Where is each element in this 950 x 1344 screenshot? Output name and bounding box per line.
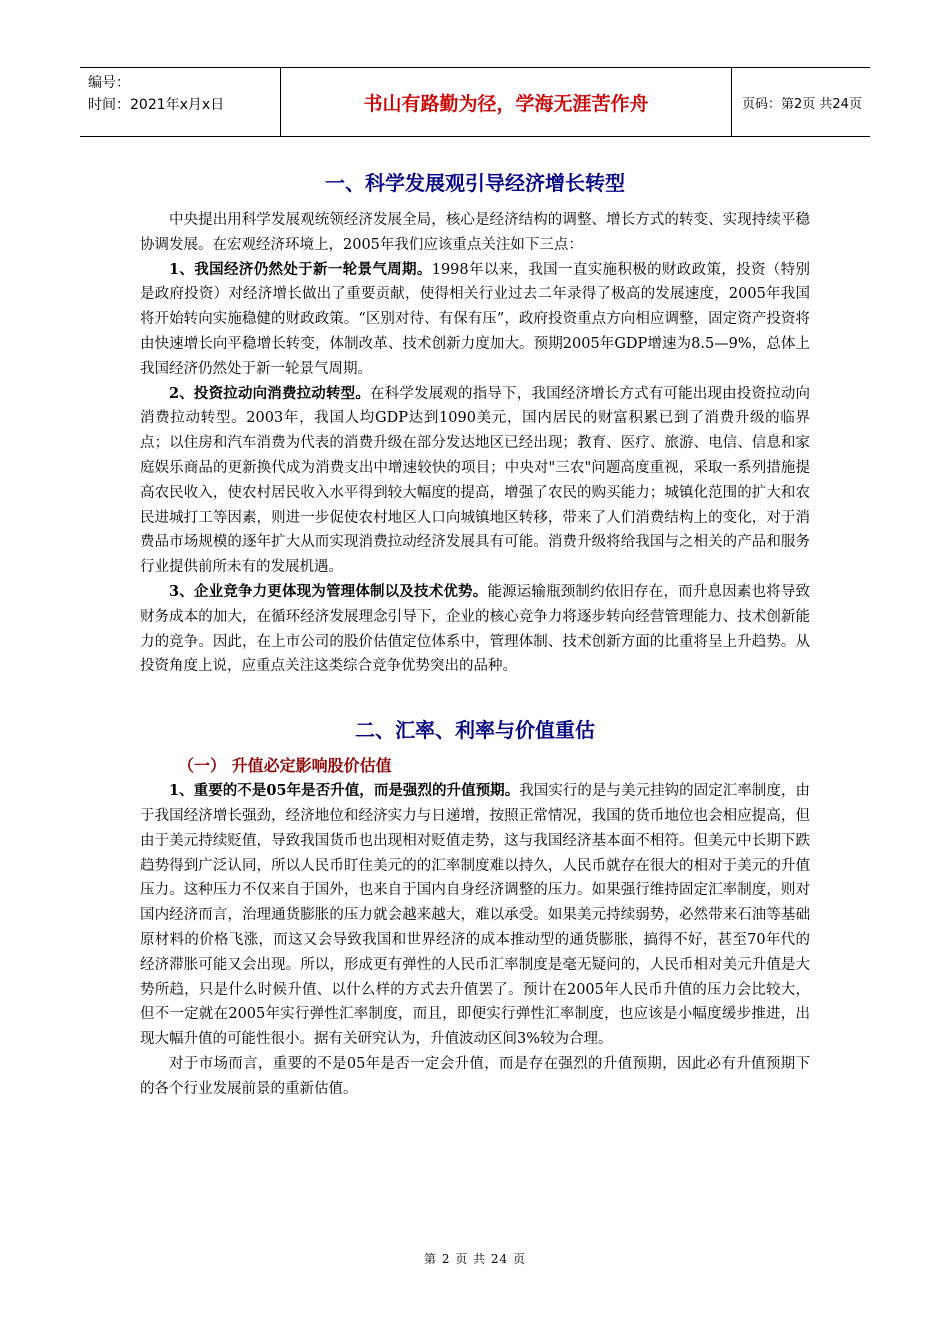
page-header — [80, 67, 870, 137]
doc-number: 编号： — [88, 75, 130, 91]
point-3-text: 能源运输瓶颈制约依旧存在，而升息因素也将导致财务成本的加大，在循环经济发展理念引导下，企业的核心竞争力将逐步转向经营管理能力、技术创新能力的竞争。因此，在上市公司的股价估值定位体系中，管理体制、技术创新方面的比重将呈上升趋势。从投资角度上说，应重点关注这类综合竞争优势突出的品种。 — [140, 583, 811, 675]
section-2-title: 二、汇率、利率与价值重估 — [355, 718, 595, 743]
section-1-point-1 — [140, 258, 810, 382]
point-1-text: 1998年以来，我国一直实施积极的财政政策，投资（特别是政府投资）对经济增长做出了重要贡献，使得相关行业过去二年录得了极高的发展速度，2005年我国将开始转向实施稳健的财政政策。“区别对待、有保有压”，政府投资重点方向相应调整，固定资产投资将由快速增长向平稳增长转变，体制改革、技术创新力度加大。预期2005年GDP增速为8.5—9%，总体上我国经济仍然处于新一轮景气周期。 — [140, 261, 810, 377]
point-2-lead: 2、投资拉动向消费拉动转型。 — [169, 384, 370, 402]
section-1-point-2 — [140, 382, 810, 580]
point-1-lead: 1、我国经济仍然处于新一轮景气周期。 — [169, 260, 432, 278]
header-page-info: 页码：第2页 共24页 — [742, 96, 862, 112]
section-1-intro: 中央提出用科学发展观统领经济发展全局，核心是经济结构的调整、增长方式的转变、实现持续平稳协调发展。在宏观经济环境上，2005年我们应该重点关注如下三点： — [140, 212, 810, 253]
section-1-title: 一、科学发展观引导经济增长转型 — [325, 171, 625, 195]
header-motto: 书山有路勤为径，学海无涯苦作舟 — [363, 92, 649, 115]
page-footer: 第 2 页 共 24 页 — [424, 1252, 526, 1266]
doc-date: 时间：2021年x月x日 — [88, 97, 225, 113]
point-3-lead: 3、企业竞争力更体现为管理体制以及技术优势。 — [169, 582, 488, 600]
section-2-point-1 — [140, 779, 810, 1052]
section-1-point-3 — [140, 580, 810, 679]
section-2-point-1-lead: 1、重要的不是05年是否升值，而是强烈的升值预期。 — [169, 782, 520, 800]
section-2-point-1-text: 我国实行的是与美元挂钩的固定汇率制度，由于我国经济增长强劲，经济地位和经济实力与日递增，按照正常情况，我国的货币地位也会相应提高，但由于美元持续贬值，导致我国货币也出现相对贬值走势，这与我国经济基本面不相符。但美元中长期下跌趋势得到广泛认同，所以人民币盯住美元的的汇率制度难以持久，人民币就存在很大的相对于美元的升值压力。这种压力不仅来自于国外，也来自于国内自身经济调整的压力。如果强行维持固定汇率制度，则对国内经济而言，治理通货膨胀的压力就会越来越大，难以承受。如果美元持续弱势，必然带来石油等基础原材料的价格飞涨，而这又会导致我国和世界经济的成本推动型的通货膨胀，搞得不好，甚至70年代的经济滞胀可能又会出现。所以，形成更有弹性的人民币汇率制度是毫无疑问的，人民币相对美元升值是大势所趋，只是什么时候升值、以什么样的方式去升值罢了。预计在2005年人民币升值的压力会比较大，但不一定就在2005年实行弹性汇率制度，而且，即便实行弹性汇率制度，也应该是小幅度缓步推进，出现大幅升值的可能性很小。据有关研究认为，升值波动区间3%较为合理。 — [140, 783, 810, 1048]
header-meta — [80, 68, 280, 136]
section-2-subtitle: （一） 升值必定影响股价估值 — [178, 756, 392, 776]
document-body — [140, 168, 810, 1102]
point-2-text: 在科学发展观的指导下，我国经济增长方式有可能出现由投资拉动向消费拉动转型。2003年，我国人均GDP达到1090美元，国内居民的财富积累已到了消费升级的临界点；以住房和汽车消费为代表的消费升级在部分发达地区已经出现；教育、医疗、旅游、电信、信息和家庭娱乐商品的更新换代成为消费支出中增速较快的项目；中央对"三农"问题高度重视，采取一系列措施提高农民收入，使农村居民收入水平得到较大幅度的提高，增强了农民的购买能力；城镇化范围的扩大和农民进城打工等因素，则进一步促使农村地区人口向城镇地区转移，带来了人们消费结构上的变化，对于消费品市场规模的逐年扩大从而实现消费拉动经济发展具有可能。消费升级将给我国与之相关的产品和服务行业提供前所未有的发展机遇。 — [140, 385, 810, 576]
header-motto-cell — [280, 68, 732, 136]
section-2-closing: 对于市场而言，重要的不是05年是否一定会升值，而是存在强烈的升值预期，因此必有升值预期下的各个行业发展前景的重新估值。 — [140, 1055, 810, 1097]
